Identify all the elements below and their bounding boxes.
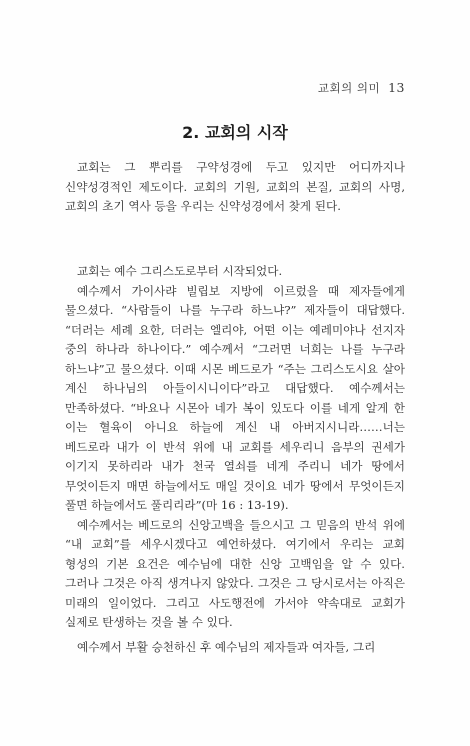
- running-header: [318, 80, 405, 96]
- paragraph: 예수께서 부활 승천하신 후 예수님의 제자들과 여자들, 그리: [77, 640, 376, 654]
- main-block: [65, 262, 405, 633]
- chapter-title: 2. 교회의 시작: [182, 123, 288, 142]
- paragraph: 예수께서 가이사랴 빌립보 지방에 이르렀을 때 제자들에게 물으셨다. “사람들이 나를 누구라 하느냐?” 제자들이 대답했다. “더러는 세례 요한, 더러는 엘리야, 어떤 이는 예레미야나 선지자 중의 하나라 하나이다.” 예수께서 “그러면 너희는 나를 누구라 하느냐”고 물으셨다. 이때 시몬 베드로가 “주는 그리스도시요 살아 계신 하나님의 아들이시니이다”라고 대답했다. 예수께서는 만족하셨다. “바요나 시몬아 네가 복이 있도다 이를 네게 알게 한 이는 혈육이 아니요 하늘에 계신 내 아버지시니라……너는 베드로라 내가 이 반석 위에 내 교회를 세우리니 음부의 권세가 이기지 못하리라 내가 천국 열쇠를 네게 주리니 네가 땅에서 무엇이든지 매면 하늘에서도 매일 것이요 네가 땅에서 무엇이든지 풀면 하늘에서도 풀리리라”(마 16 : 13-19).: [65, 283, 405, 512]
- paragraph: 교회는 그 뿌리를 구약성경에 두고 있지만 어디까지나 신약성경적인 제도이다. 교회의 기원, 교회의 본질, 교회의 사명, 교회의 초기 역사 등을 우리는 신약성경에서 찾게 된다.: [65, 160, 405, 213]
- running-header-section: 교회의 의미: [317, 81, 381, 95]
- intro-block: [65, 158, 405, 217]
- paragraph: 예수께서는 베드로의 신앙고백을 들으시고 그 믿음의 반석 위에 “내 교회”를 세우시겠다고 예언하셨다. 여기에서 우리는 교회 형성의 기본 요건은 예수님에 대한 신앙 고백임을 알 수 있다. 그러나 그것은 아직 생겨나지 않았다. 그것은 그 당시로서는 아직은 미래의 일이었다. 그리고 사도행전에 가서야 약속대로 교회가 실제로 탄생하는 것을 볼 수 있다.: [65, 517, 405, 629]
- page-number: 13: [388, 80, 405, 95]
- paragraph: 교회는 예수 그리스도로부터 시작되었다.: [77, 264, 283, 278]
- closing-block: [65, 638, 405, 658]
